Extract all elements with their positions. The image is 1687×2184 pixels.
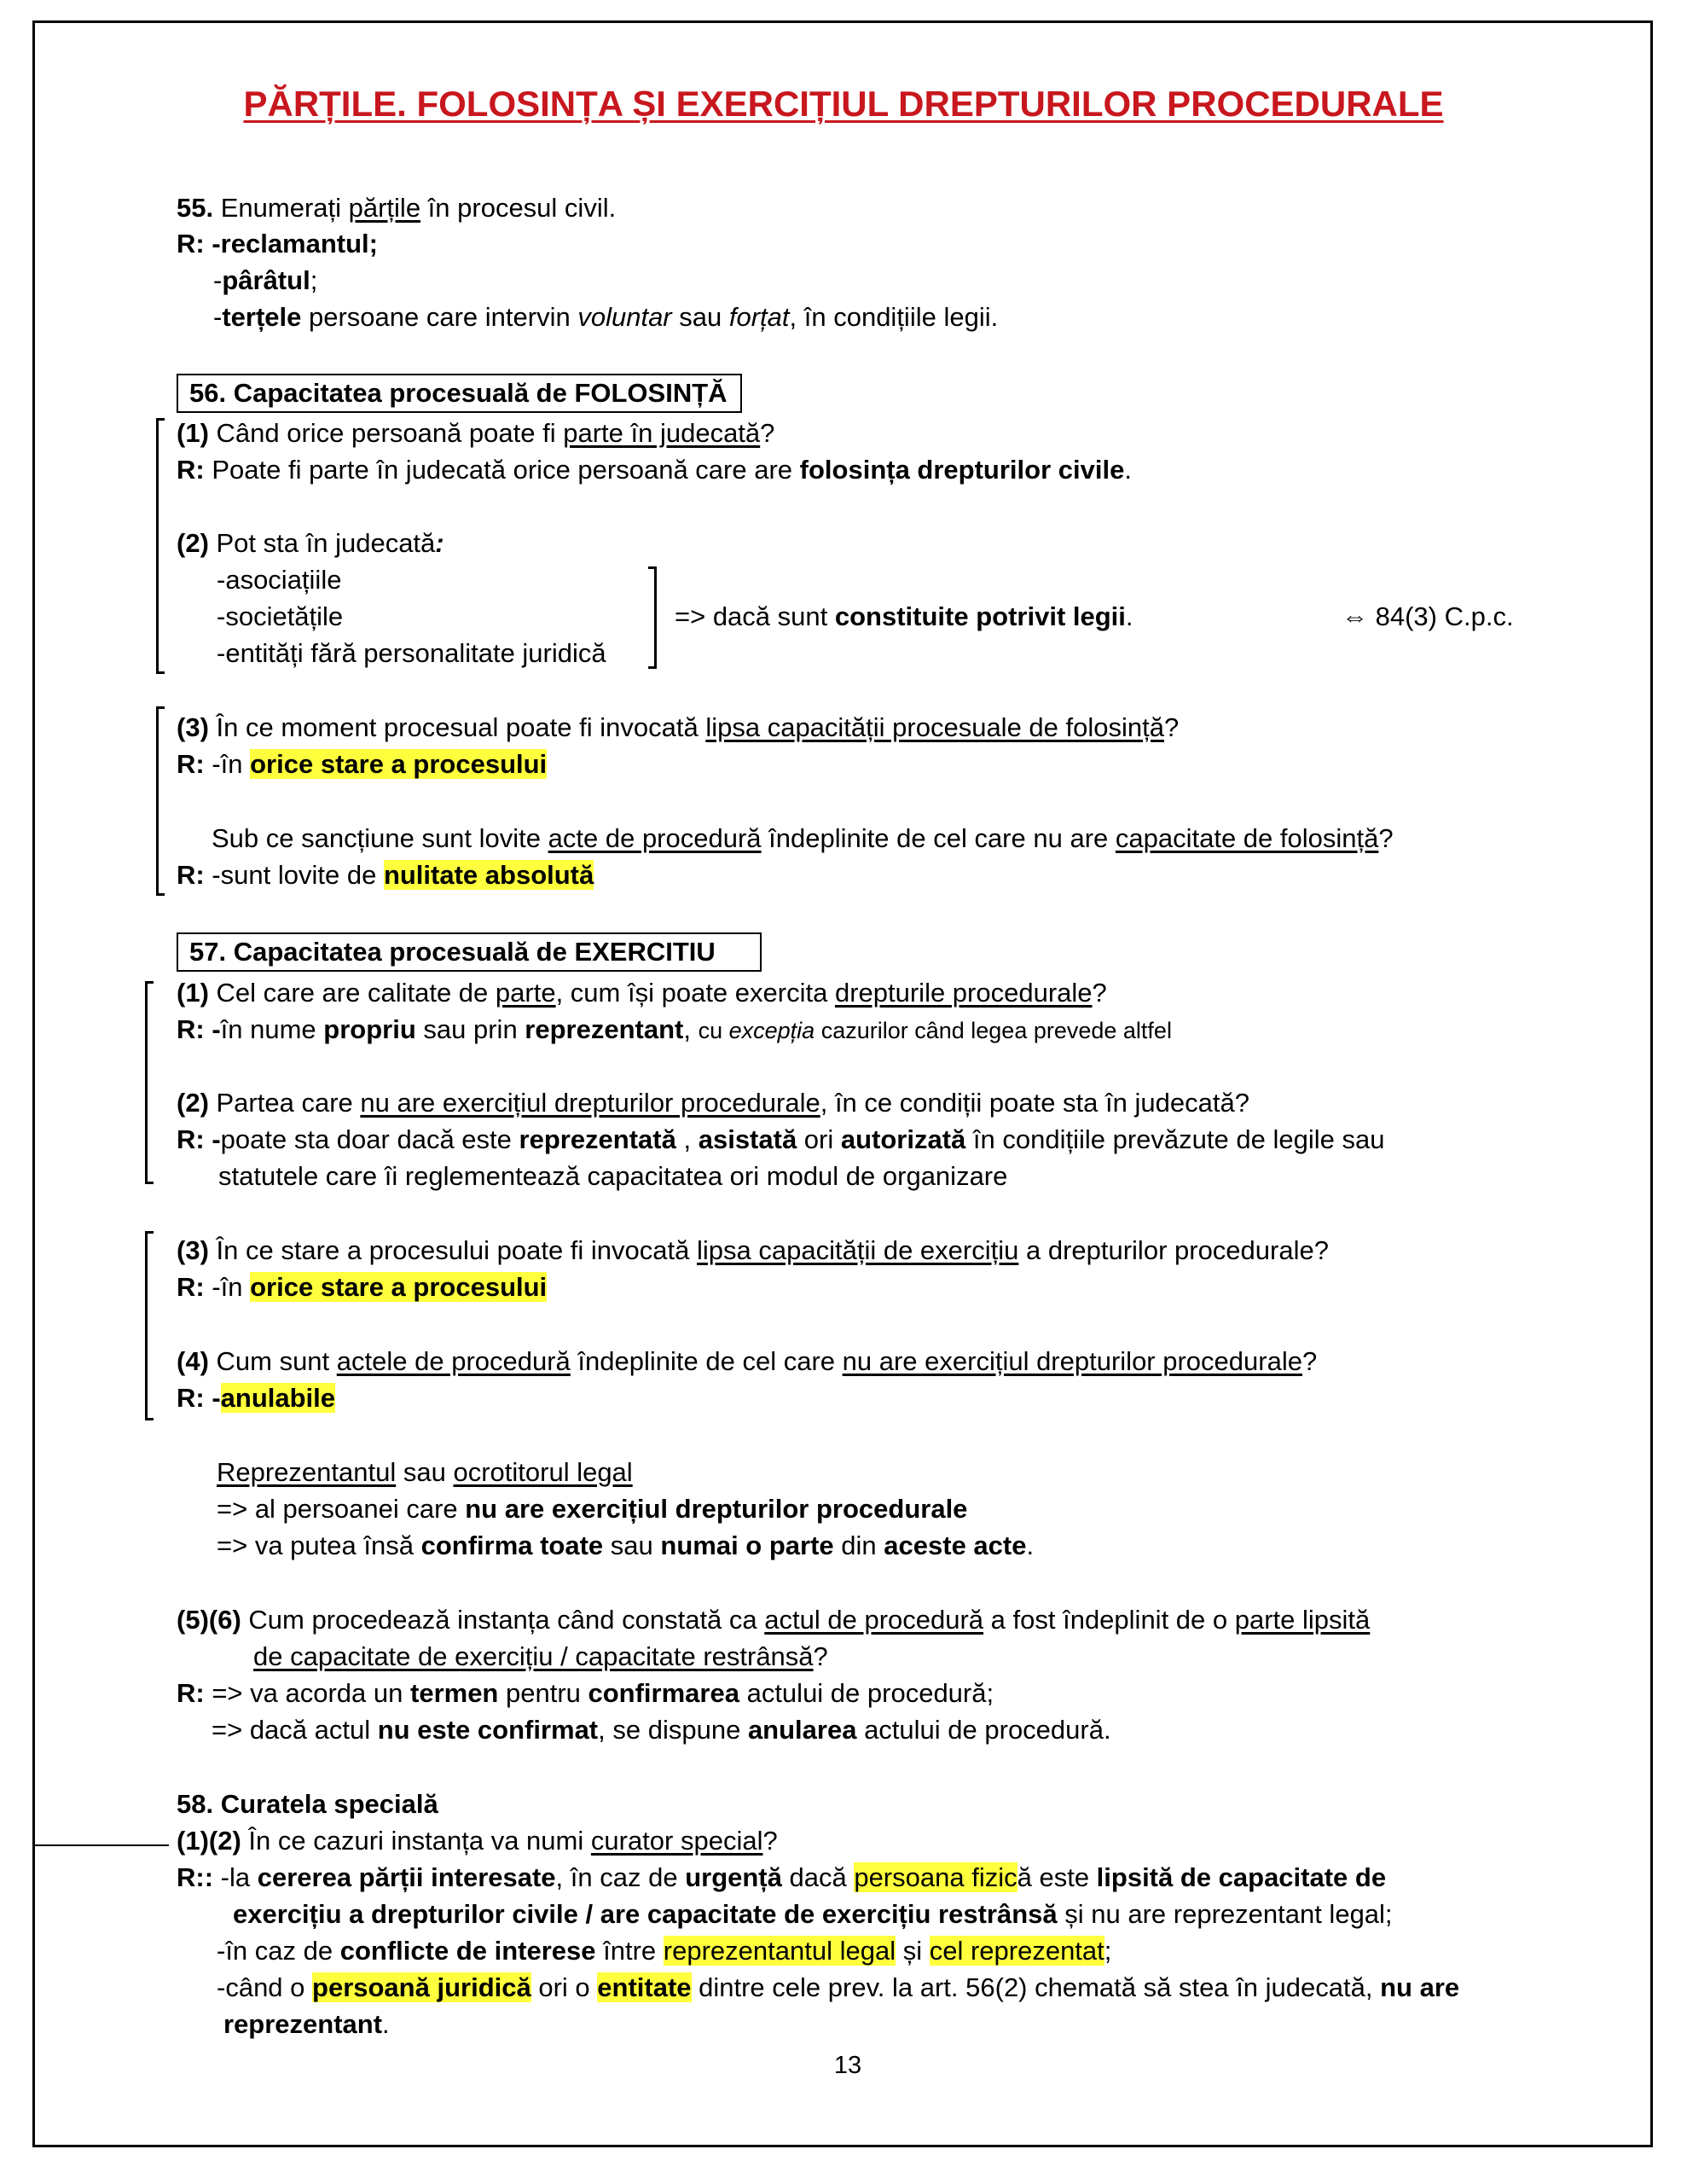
s58-r3: -când o persoană juridică ori o entitate dintre cele prev. la art. 56(2) chemată să stea în judecată, nu are: [217, 1972, 1460, 2002]
s58-r1: R:: -la cererea părții interesate, în caz de urgență dacă persoana fizică este lipsită de capacitate de: [177, 1862, 1387, 1892]
connector-line: [34, 1844, 169, 1846]
s57-note-1: Reprezentantul sau ocrotitorul legal: [217, 1457, 633, 1487]
s56-q2: (2) Pot sta în judecată:: [177, 528, 444, 558]
s57-r2-continued: statutele care îi reglementează capacitatea ori modul de organizare: [218, 1161, 1008, 1191]
bracket-57-a: [145, 981, 154, 1184]
s56-condition: => dacă sunt constituite potrivit legii.: [675, 601, 1133, 631]
s56-list-item: -asociațiile: [217, 565, 342, 595]
s57-r3: R: -în orice stare a procesului: [177, 1272, 548, 1302]
s57-q2: (2) Partea care nu are exercițiul drepturilor procedurale, în ce condiții poate sta în judecată?: [177, 1088, 1249, 1118]
q55-question: 55. Enumerați părțile în procesul civil.: [177, 193, 617, 223]
q55-answer-1: R: -reclamantul;: [177, 229, 378, 258]
s56-q3: (3) În ce moment procesual poate fi invocată lipsa capacității procesuale de folosință?: [177, 712, 1180, 742]
page-number: 13: [833, 2052, 862, 2079]
bracket-56-a: [156, 418, 165, 674]
section-58-heading: 58. Curatela specială: [177, 1789, 438, 1819]
q55-answer-3: -terțele persoane care intervin voluntar sau forțat, în condițiile legii.: [213, 302, 999, 332]
s58-r3-continued: reprezentant.: [223, 2009, 390, 2039]
s58-r2: -în caz de conflicte de interese între reprezentantul legal și cel reprezentat;: [217, 1936, 1112, 1966]
s56-q1: (1) Când orice persoană poate fi parte în judecată?: [177, 418, 775, 448]
s57-r2: R: -poate sta doar dacă este reprezentată , asistată ori autorizată în condițiile prevăzute de legile sau: [177, 1124, 1385, 1154]
s57-r1: R: -în nume propriu sau prin reprezentant, cu excepția cazurilor când legea prevede altfel: [177, 1014, 1172, 1044]
bracket-56-list: [648, 566, 657, 669]
s56-list-item: -entități fără personalitate juridică: [217, 638, 606, 668]
s57-note-2: => al persoanei care nu are exercițiul drepturilor procedurale: [217, 1494, 968, 1524]
s56-r4: R: -sunt lovite de nulitate absolută: [177, 860, 594, 890]
bracket-57-b: [145, 1231, 154, 1420]
s56-r1: R: Poate fi parte în judecată orice persoană care are folosința drepturilor civile.: [177, 455, 1132, 485]
s58-question: (1)(2) În ce cazuri instanța va numi curator special?: [177, 1826, 778, 1856]
s57-q1: (1) Cel care are calitate de parte, cum își poate exercita drepturile procedurale?: [177, 978, 1107, 1008]
s57-q3: (3) În ce stare a procesului poate fi invocată lipsa capacității de exercițiu a drepturilor procedurale?: [177, 1235, 1329, 1265]
bracket-56-b: [156, 706, 165, 896]
s57-q4: (4) Cum sunt actele de procedură îndeplinite de cel care nu are exercițiul drepturilor procedurale?: [177, 1346, 1318, 1376]
s57-note-3: => va putea însă confirma toate sau numai o parte din aceste acte.: [217, 1531, 1035, 1560]
s57-q5: (5)(6) Cum procedează instanța când constată ca actul de procedură a fost îndeplinit de o parte lipsită: [177, 1605, 1371, 1635]
s56-r3: R: -în orice stare a procesului: [177, 749, 548, 779]
page-title: PĂRȚILE. FOLOSINȚA ȘI EXERCIȚIUL DREPTURILOR PROCEDURALE: [243, 84, 1444, 124]
section-56-heading: 56. Capacitatea procesuală de FOLOSINȚĂ: [189, 378, 728, 408]
q55-answer-2: -pârâtul;: [213, 265, 318, 295]
section-57-heading: 57. Capacitatea procesuală de EXERCITIU: [189, 937, 716, 967]
s57-r4: R: -anulabile: [177, 1383, 336, 1413]
s56-article-reference: ⇔ 84(3) C.p.c.: [1342, 601, 1514, 631]
s57-r5: R: => va acorda un termen pentru confirmarea actului de procedură;: [177, 1678, 994, 1708]
s56-list-item: -societățile: [217, 601, 344, 631]
s57-q5-continued: de capacitate de exercițiu / capacitate restrânsă?: [253, 1641, 828, 1671]
s57-r6: => dacă actul nu este confirmat, se dispune anularea actului de procedură.: [212, 1715, 1111, 1745]
s58-r1-continued: exercițiu a drepturilor civile / are capacitate de exercițiu restrânsă și nu are reprezentant legal;: [233, 1899, 1393, 1929]
s56-q4: Sub ce sancțiune sunt lovite acte de procedură îndeplinite de cel care nu are capacitate de folosință?: [212, 823, 1394, 853]
